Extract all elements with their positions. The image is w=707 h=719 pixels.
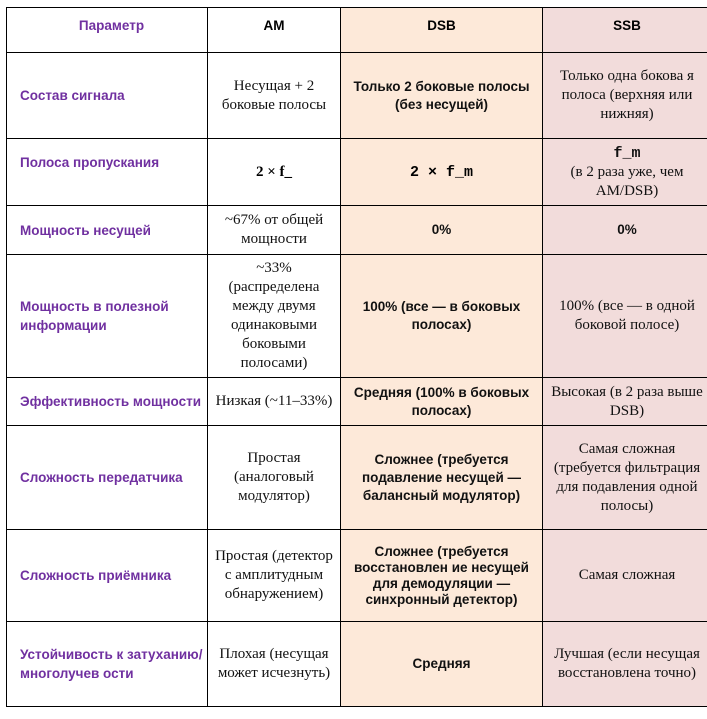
row-label: Мощность несущей: [7, 206, 208, 255]
am-cell: ~33% (распределена между двумя одинаковыми боковыми полосами): [208, 255, 341, 378]
row-label: Сложность приёмника: [7, 530, 208, 622]
table-row: [7, 622, 707, 707]
row-label: Устойчивость к затуханию/многолучев ости: [7, 622, 208, 707]
dsb-cell: Только 2 боковые полосы (без несущей): [341, 53, 543, 139]
ssb-cell: Самая сложная: [543, 530, 707, 622]
header-param: Параметр: [7, 8, 208, 53]
table-row: [7, 53, 707, 139]
row-label: Эффективность мощности: [7, 378, 208, 426]
ssb-formula: f_m: [613, 144, 641, 162]
ssb-cell: Только одна бокова я полоса (верхняя или нижняя): [543, 53, 707, 139]
am-cell: Плохая (несущая может исчезнуть): [208, 622, 341, 707]
am-cell: Несущая + 2 боковые полосы: [208, 53, 341, 139]
table-row: [7, 530, 707, 622]
table-row: [7, 378, 707, 426]
ssb-cell: 100% (все — в одной боковой полосе): [543, 255, 707, 378]
header-ssb: SSB: [543, 8, 707, 53]
ssb-note: (в 2 раза уже, чем AM/DSB): [570, 163, 684, 199]
dsb-cell: Сложнее (требуется восстановлен ие несущей для демодуляции — синхронный детектор): [341, 530, 543, 622]
am-cell: Простая (аналоговый модулятор): [208, 426, 341, 530]
am-cell: Низкая (~11–33%): [208, 378, 341, 426]
header-am: AM: [208, 8, 341, 53]
row-label: Полоса пропускания: [7, 139, 208, 206]
ssb-cell: [543, 139, 707, 206]
dsb-cell: 100% (все — в боковых полосах): [341, 255, 543, 378]
dsb-cell: Сложнее (требуется подавление несущей — балансный модулятор): [341, 426, 543, 530]
row-label: Состав сигнала: [7, 53, 208, 139]
dsb-cell: Средняя (100% в боковых полосах): [341, 378, 543, 426]
table-row: [7, 206, 707, 255]
table-row: [7, 255, 707, 378]
row-label: Сложность передатчика: [7, 426, 208, 530]
dsb-cell: 2 × f_m: [341, 139, 543, 206]
table-row: [7, 139, 707, 206]
ssb-cell: Лучшая (если несущая восстановлена точно): [543, 622, 707, 707]
ssb-cell: Высокая (в 2 раза выше DSB): [543, 378, 707, 426]
header-row: [7, 8, 707, 53]
dsb-cell: Средняя: [341, 622, 543, 707]
am-cell: ~67% от общей мощности: [208, 206, 341, 255]
am-cell: 2 × f_: [208, 139, 341, 206]
table-row: [7, 426, 707, 530]
ssb-cell: Самая сложная (требуется фильтрация для подавления одной полосы): [543, 426, 707, 530]
header-dsb: DSB: [341, 8, 543, 53]
row-label: Мощность в полезной информации: [7, 255, 208, 378]
dsb-cell: 0%: [341, 206, 543, 255]
am-cell: Простая (детектор с амплитудным обнаружением): [208, 530, 341, 622]
comparison-table: [6, 7, 707, 707]
ssb-cell: 0%: [543, 206, 707, 255]
